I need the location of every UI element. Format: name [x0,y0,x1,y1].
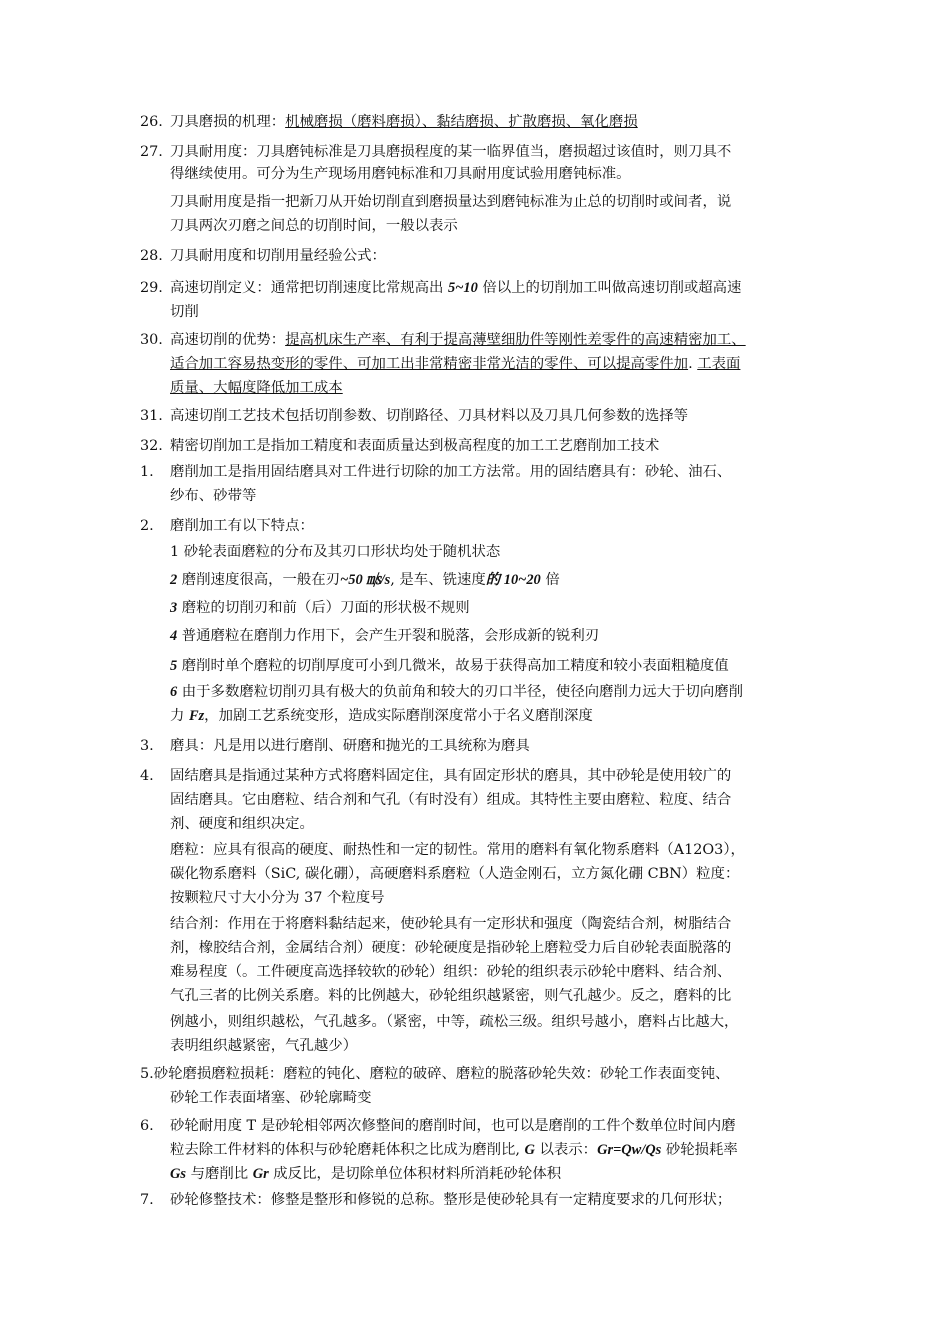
text-run: . [688,356,698,372]
item-2: 磨削加工有以下特点： [170,518,314,534]
item-number: 3. [140,738,154,754]
item-6-line: 砂轮耐用度 T 是砂轮相邻两次修整间的磨削时间，也可以是磨削的工件个数单位时间内磨 [170,1118,736,1134]
text-run: 力 [170,708,189,724]
item-number: 2. [140,518,154,534]
feature-1: 1 砂轮表面磨粒的分布及其刃口形状均处于随机状态 [170,544,501,560]
item-underlined-text: 工表面 [697,356,741,372]
text-run: 成反比，是切除单位体积材料所消耗砂轮体积 [268,1166,562,1182]
text-run: 与磨削比 [186,1166,253,1182]
item-6-line [170,1140,738,1160]
text-run: 倍 [540,572,560,588]
item-30-line [170,354,740,374]
bold-italic-run: ~50 ㎧/s [340,572,391,588]
bold-italic-run: 2 [170,572,178,588]
item-4-line: 固结磨具。它由磨粒、结合剂和气孔（有时没有）组成。其特性主要由磨粒、粒度、结合 [170,792,732,808]
item-number: 31. [140,408,163,424]
bond-line: 气孔三者的比例关系磨。料的比例越大，砂轮组织越紧密，则气孔越少。反之，磨料的比 [170,988,732,1004]
item-26 [170,112,638,132]
item-number: 1. [140,464,154,480]
text-run: , 是车、铣速度 [390,572,486,588]
bold-italic-run: 5~10 [448,280,478,296]
feature-3 [170,598,470,618]
bond-line: 剂，橡胶结合剂，金属结合剂）硬度：砂轮硬度是指砂轮上磨粒受力后自砂轮表面脱落的 [170,940,732,956]
item-label: 高速切削的优势： [170,332,286,348]
feature-6-cont [170,706,593,726]
bold-italic-run: Fz [188,708,205,724]
bond-line: 例越小，则组织越松，气孔越多。（紧密，中等，疏松三级。组织号越小，磨料占比越大， [170,1014,739,1030]
item-underlined-text: 适合加工容易热变形的零件、可加工出非常精密非常光洁的零件、可以提高零件加 [170,356,689,372]
item-label: 刀具磨损的机理： [170,114,286,130]
item-5-line: 砂轮工作表面堵塞、砂轮廓畸变 [170,1090,372,1106]
bond-line: 表明组织越紧密，气孔越少） [170,1038,358,1054]
abrasive-line: 磨粒：应具有很高的硬度、耐热性和一定的韧性。常用的磨料有氧化物系磨料（A12O3）， [170,842,745,858]
item-27-line: 刀具耐用度是指一把新刀从开始切削直到磨损量达到磨钝标准为止总的切削时或间者，说 [170,194,732,210]
bond-line: 难易程度（。工件硬度高选择较软的砂轮）组织：砂轮的组织表示砂轮中磨料、结合剂、 [170,964,732,980]
item-1-line: 纱布、砂带等 [170,488,257,504]
item-31: 高速切削工艺技术包括切削参数、切削路径、刀具材料以及刀具几何参数的选择等 [170,408,689,424]
item-number: 4. [140,768,154,784]
text-run: 磨粒的切削刃和前（后）刀面的形状极不规则 [177,600,470,616]
text-run: 磨削速度很高，一般在刃 [177,572,341,588]
item-number: 26. [140,114,163,130]
item-27-line: 刀具耐用度：刀具磨钝标准是刀具磨损程度的某一临界值当，磨损超过该值时，则刀具不 [170,144,732,160]
text-run: 砂轮损耗率 [661,1142,738,1158]
item-number: 32. [140,438,163,454]
text-run: 普通磨粒在磨削力作用下，会产生开裂和脱落，会形成新的锐利刃 [177,628,600,644]
item-4-line: 固结磨具是指通过某种方式将磨料固定住，具有固定形状的磨具，其中砂轮是使用较广的 [170,768,732,784]
bold-italic-run: 4 [170,628,178,644]
item-30-line [170,330,746,350]
item-number: 27. [140,144,163,160]
item-5-line: 5.砂轮磨损磨粒损耗：磨粒的钝化、磨粒的破碎、磨粒的脱落砂轮失效：砂轮工作表面变钝、 [140,1066,730,1082]
item-underlined-text: 提高机床生产率、有利于提高薄壁细肋件等刚性差零件的高速精密加工、 [285,332,746,348]
text-run: 倍以上的切削加工叫做高速切削或超高速 [477,280,742,296]
bold-italic-run: 3 [170,600,178,616]
bold-italic-run: Gs [170,1166,186,1182]
abrasive-line: 碳化物系磨料（SiC, 碳化硼），高硬磨料系磨粒（人造金刚石，立方氮化硼 CBN）粒度： [170,866,740,882]
bold-italic-run: 5 [170,658,178,674]
item-29-line [170,278,741,298]
item-29-line: 切削 [170,304,199,320]
text-run: 以表示： [534,1142,598,1158]
text-run: 由于多数磨粒切削刃具有极大的负前角和较大的刃口半径，使径向磨削力远大于切向磨削 [177,684,744,700]
item-32: 精密切削加工是指加工精度和表面质量达到极高程度的加工工艺磨削加工技术 [170,438,660,454]
text-run: 高速切削定义：通常把切削速度比常规高出 [170,280,448,296]
item-underlined-text: 质量、大幅度降低加工成本 [170,380,343,396]
item-number: 7. [140,1192,154,1208]
item-1-line: 磨削加工是指用固结磨具对工件进行切除的加工方法常。用的固结磨具有：砂轮、油石、 [170,464,732,480]
item-27-line: 得继续使用。可分为生产现场用磨钝标准和刀具耐用度试验用磨钝标准。 [170,166,631,182]
item-28: 刀具耐用度和切削用量经验公式： [170,248,386,264]
text-run: 磨削时单个磨粒的切削厚度可小到几微米，故易于获得高加工精度和较小表面粗糙度值 [177,658,729,674]
item-27-line: 刀具两次刃磨之间总的切削时间，一般以表示 [170,218,458,234]
feature-5 [170,656,729,676]
text-run: 粒去除工件材料的体积与砂轮磨耗体积之比成为磨削比, [170,1142,525,1158]
bold-italic-run: 6 [170,684,178,700]
text-run: ，加剧工艺系统变形，造成实际磨削深度常小于名义磨削深度 [204,708,593,724]
bold-italic-run: Gr=Qw/Qs [597,1142,662,1158]
item-6-line [170,1164,561,1184]
bold-italic-run: 的 10~20 [485,572,541,588]
bold-italic-run: G [524,1142,535,1158]
item-number: 29. [140,280,163,296]
feature-6 [170,682,743,702]
item-7: 砂轮修整技术：修整是整形和修锐的总称。整形是使砂轮具有一定精度要求的几何形状； [170,1192,732,1208]
item-30-line [170,378,343,398]
feature-4 [170,626,599,646]
item-number: 6. [140,1118,154,1134]
item-underlined-text: 机械磨损（磨料磨损）、黏结磨损、扩散磨损、氧化磨损 [285,114,638,130]
bold-italic-run: Gr [252,1166,269,1182]
item-number: 28. [140,248,163,264]
abrasive-line: 按颗粒尺寸大小分为 37 个粒度号 [170,890,385,906]
feature-2 [170,570,560,590]
bond-line: 结合剂：作用在于将磨料黏结起来，使砂轮具有一定形状和强度（陶瓷结合剂，树脂结合 [170,916,732,932]
item-number: 30. [140,332,163,348]
item-3: 磨具：凡是用以进行磨削、研磨和抛光的工具统称为磨具 [170,738,530,754]
item-4-line: 剂、硬度和组织决定。 [170,816,314,832]
